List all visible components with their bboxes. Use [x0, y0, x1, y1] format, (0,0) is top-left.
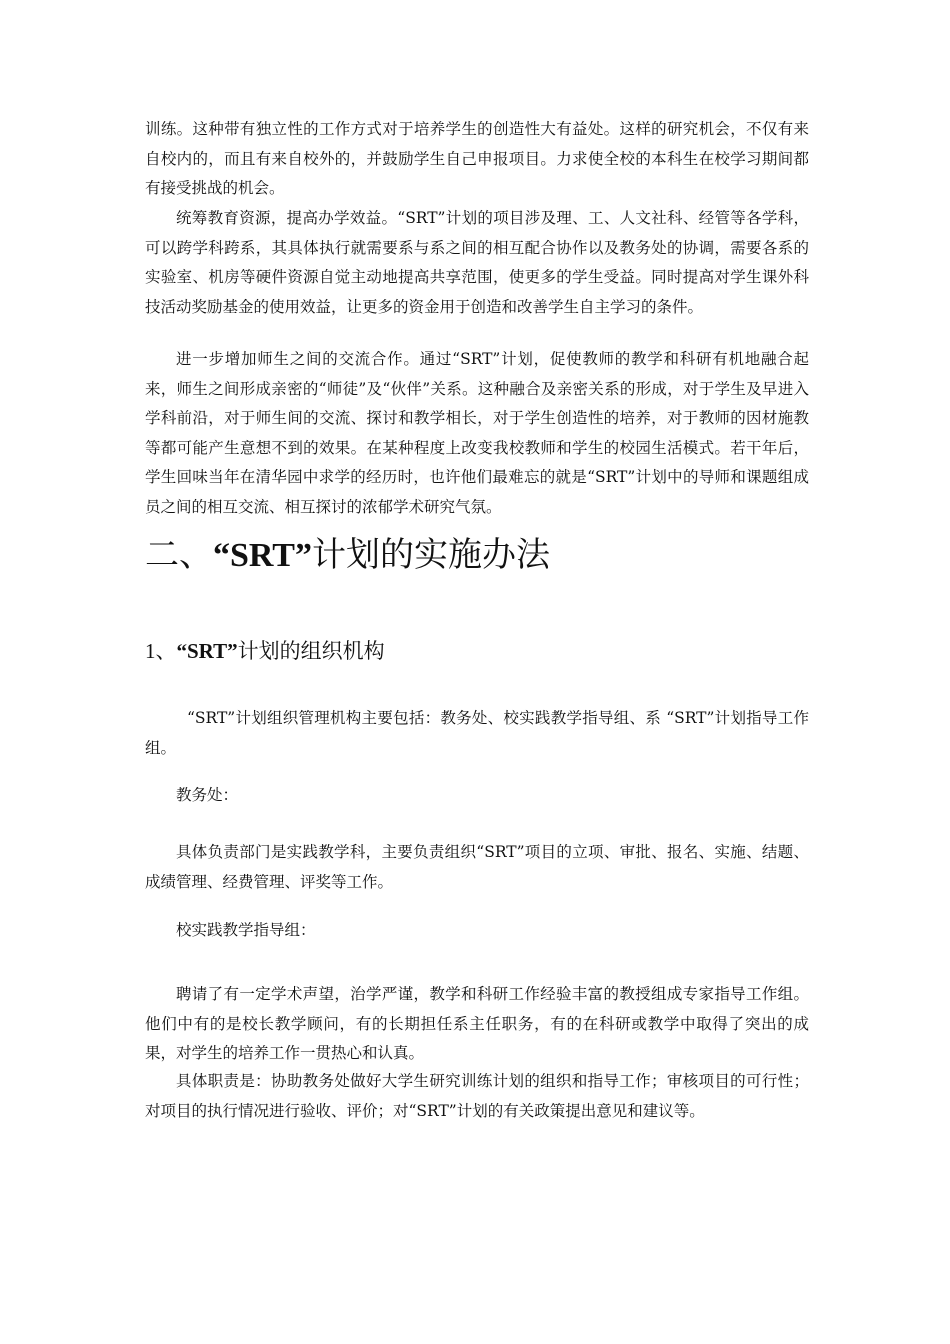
paragraph-expert-group: 聘请了有一定学术声望，治学严谨，教学和科研工作经验丰富的教授组成专家指导工作组。他们中有的是校长教学顾问，有的长期担任系主任职务，有的在科研或教学中取得了突出的成果，对学生的培养工作一贯热心和认真。 — [145, 985, 809, 1062]
subsection-heading-organization — [145, 634, 385, 668]
section-heading-implementation — [145, 531, 550, 581]
paragraph-group-responsibilities: 具体职责是：协助教务处做好大学生研究训练计划的组织和指导工作；审核项目的可行性；对项目的执行情况进行验收、评价；对“SRT”计划的有关政策提出意见和建议等。 — [145, 1072, 809, 1120]
subheading-srt: “SRT” — [176, 639, 238, 663]
heading-prefix: 二、 — [145, 537, 213, 574]
paragraph-teacher-student-exchange: 进一步增加师生之间的交流合作。通过“SRT”计划，促使教师的教学和科研有机地融合起来，师生之间形成亲密的“师徒”及“伙伴”关系。这种融合及亲密关系的形成，对于学生及早进入学科前沿，对于师生间的交流、探讨和教学相长，对于学生创造性的培养，对于教师的因材施教等都可能产生意想不到的效果。在某种程度上改变我校教师和学生的校园生活模式。若干年后，学生回味当年在清华园中求学的经历时，也许他们最难忘的就是“SRT”计划中的导师和课题组成员之间的相互交流、相互探讨的浓郁学术研究气氛。 — [145, 350, 809, 516]
label-academic-affairs: 教务处： — [176, 786, 239, 804]
subheading-prefix: 1、 — [145, 639, 177, 663]
subheading-suffix: 计划的组织机构 — [237, 639, 385, 663]
label-practice-teaching-group: 校实践教学指导组： — [176, 921, 316, 939]
paragraph-academic-affairs-duties: 具体负责部门是实践教学科，主要负责组织“SRT”项目的立项、审批、报名、实施、结题、成绩管理、经费管理、评奖等工作。 — [145, 843, 809, 891]
paragraph-resources: 统筹教育资源，提高办学效益。“SRT”计划的项目涉及理、工、人文社科、经管等各学科，可以跨学科跨系，其具体执行就需要系与系之间的相互配合协作以及教务处的协调，需要各系的实验室、机房等硬件资源自觉主动地提高共享范围，使更多的学生受益。同时提高对学生课外科技活动奖励基金的使用效益，让更多的资金用于创造和改善学生自主学习的条件。 — [145, 209, 809, 316]
heading-suffix: 计划的实施办法 — [311, 537, 550, 574]
paragraph-organization-overview: “SRT”计划组织管理机构主要包括：教务处、校实践教学指导组、系 “SRT”计划指导工作组。 — [145, 709, 809, 757]
heading-srt: “SRT” — [213, 537, 312, 574]
paragraph-training-opportunity: 训练。这种带有独立性的工作方式对于培养学生的创造性大有益处。这样的研究机会，不仅有来自校内的，而且有来自校外的，并鼓励学生自己申报项目。力求使全校的本科生在校学习期间都有接受挑战的机会。 — [145, 120, 809, 197]
